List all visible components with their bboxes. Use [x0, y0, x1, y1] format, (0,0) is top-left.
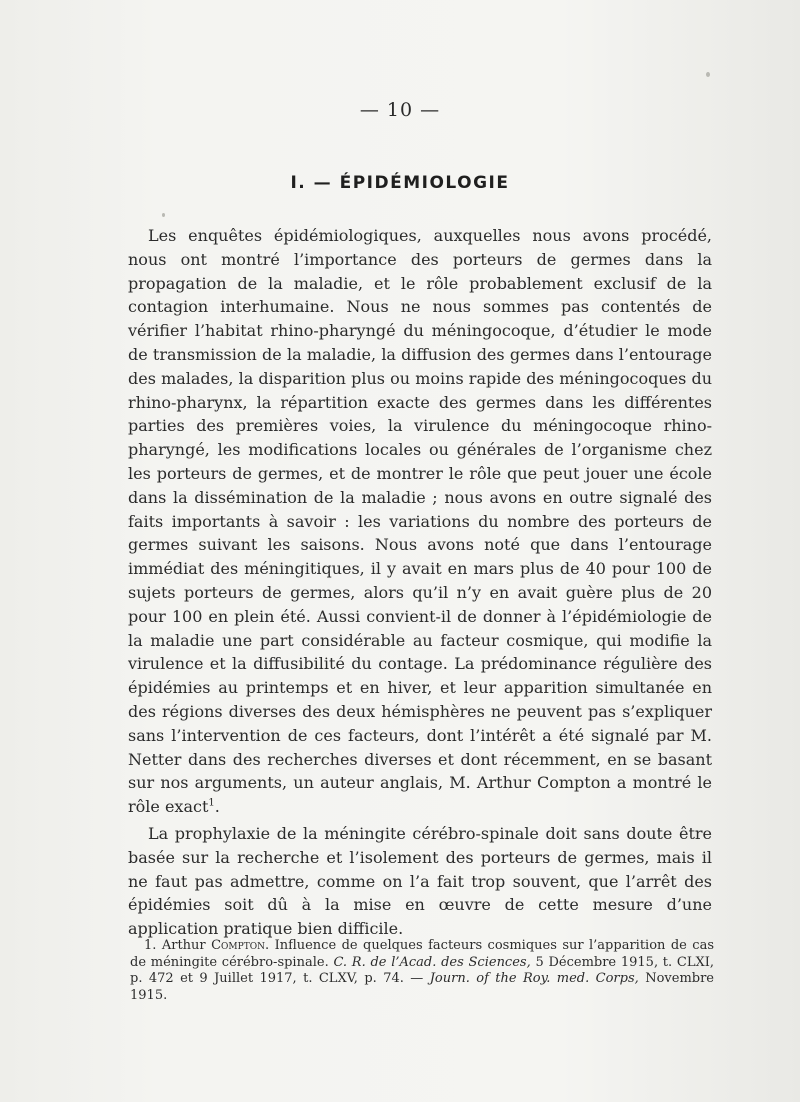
- footnote-number: 1.: [144, 938, 157, 953]
- body-text: [128, 224, 712, 941]
- footnote-author-first: Arthur: [161, 938, 206, 953]
- footnote-author-last: Compton.: [211, 938, 270, 953]
- paragraph-epidemiology: Les enquêtes épidémiologiques, auxquelles nous avons procédé, nous ont montré l’importance des porteurs de germes dans la propagation de la maladie, et le rôle probablement exclusif de la contagion interhumaine. Nous ne nous sommes pas contentés de vérifier l’habitat rhino-pharyngé du méningocoque, d’étudier le mode de transmission de la maladie, la diffusion des germes dans l’entourage des malades, la disparition plus ou moins rapide des méningocoques du rhino-pharynx, la répartition exacte des germes dans les différentes parties des premières voies, la virulence du méningocoque rhino-pharyngé, les modifications locales ou générales de l’organisme chez les porteurs de germes, et de montrer le rôle que peut jouer une école dans la dissémination de la maladie ; nous avons en outre signalé des faits importants à savoir : les variations du nombre des porteurs de germes suivant les saisons. Nous avons noté que dans l’entourage immédiat des méningitiques, il y avait en mars plus de 40 pour 100 de sujets porteurs de germes, alors qu’il n’y en avait guère plus de 20 pour 100 en plein été. Aussi convient-il de donner à l’épidémiologie de la maladie une part considérable au facteur cosmique, qui modifie la virulence et la diffusibilité du contage. La prédominance régulière des épidémies au printemps et en hiver, et leur apparition simultanée en des régions diverses des deux hémisphères ne peuvent pas s’expliquer sans l’intervention de ces facteurs, dont l’intérêt a été signalé par M. Netter dans des recherches diverses et dont récemment, en se basant sur nos arguments, un auteur anglais, M. Arthur Compton a montré le rôle exact$^1$.: [128, 226, 712, 817]
- footnote: [130, 938, 714, 1004]
- footnote-journal: Journ. of the Roy. med. Corps,: [429, 971, 639, 986]
- footnote-journal: C. R. de l’Acad. des Sciences,: [333, 954, 531, 970]
- footnote-text: Novembre 1915.: [130, 971, 714, 1003]
- section-heading: I. — ÉPIDÉMIOLOGIE: [290, 173, 510, 193]
- paragraph-prophylaxis: La prophylaxie de la méningite cérébro-spinale doit sans doute être basée sur la recherche et l’isolement des porteurs de germes, mais il ne faut pas admettre, comme on l’a fait trop souvent, que l’arrêt des épidémies soit dû à la mise en œuvre de cette mesure d’une application pratique bien difficile.: [128, 823, 712, 939]
- footnote-reference: 1: [208, 797, 215, 809]
- page-number: — 10 —: [359, 99, 441, 121]
- footnote-text: 5 Décembre 1915, t. CLXI, p. 472 et 9 Juillet 1917, t. CLXV, p. 74. —: [130, 954, 714, 986]
- paper-speck: [162, 213, 165, 217]
- footnote-text: Influence de quelques facteurs cosmiques sur l’apparition de cas de méningite cérébro-spinale.: [130, 938, 715, 970]
- paper-speck: [706, 72, 710, 77]
- paragraph-text: Les enquêtes épidémiologiques, auxquelles nous avons procédé, nous ont montré l’importance des porteurs de germes dans la propagation de la maladie, et le rôle probablement exclusif de la contagion interhumaine. Nous ne nous sommes pas contentés de vérifier l’habitat rhino-pharyngé du méningocoque, d’étudier le mode de transmission de la maladie, la diffusion des germes dans l’entourage des malades, la disparition plus ou moins rapide des méningocoques du rhino-pharynx, la répartition exacte des germes dans les différentes parties des premières voies, la virulence du méningocoque rhino-pharyngé, les modifications locales ou générales de l’organisme chez les porteurs de germes, et de montrer le rôle que peut jouer une école dans la dissémination de la maladie ; nous avons en outre signalé des faits importants à savoir : les variations du nombre des porteurs de germes suivant les saisons. Nous avons noté que dans l’entourage immédiat des méningitiques, il y avait en mars plus de 40 pour 100 de sujets porteurs de germes, alors qu’il n’y en avait guère plus de 20 pour 100 en plein été. Aussi convient-il de donner à l’épidémiologie de la maladie une part considérable au facteur cosmique, qui modifie la virulence et la diffusibilité du contage. La prédominance régulière des épidémies au printemps et en hiver, et leur apparition simultanée en des régions diverses des deux hémisphères ne peuvent pas s’expliquer sans l’intervention de ces facteurs, dont l’intérêt a été signalé par M. Netter dans des recherches diverses et dont récemment, en se basant sur nos arguments, un auteur anglais, M. Arthur Compton a montré le rôle exact: [128, 226, 712, 817]
